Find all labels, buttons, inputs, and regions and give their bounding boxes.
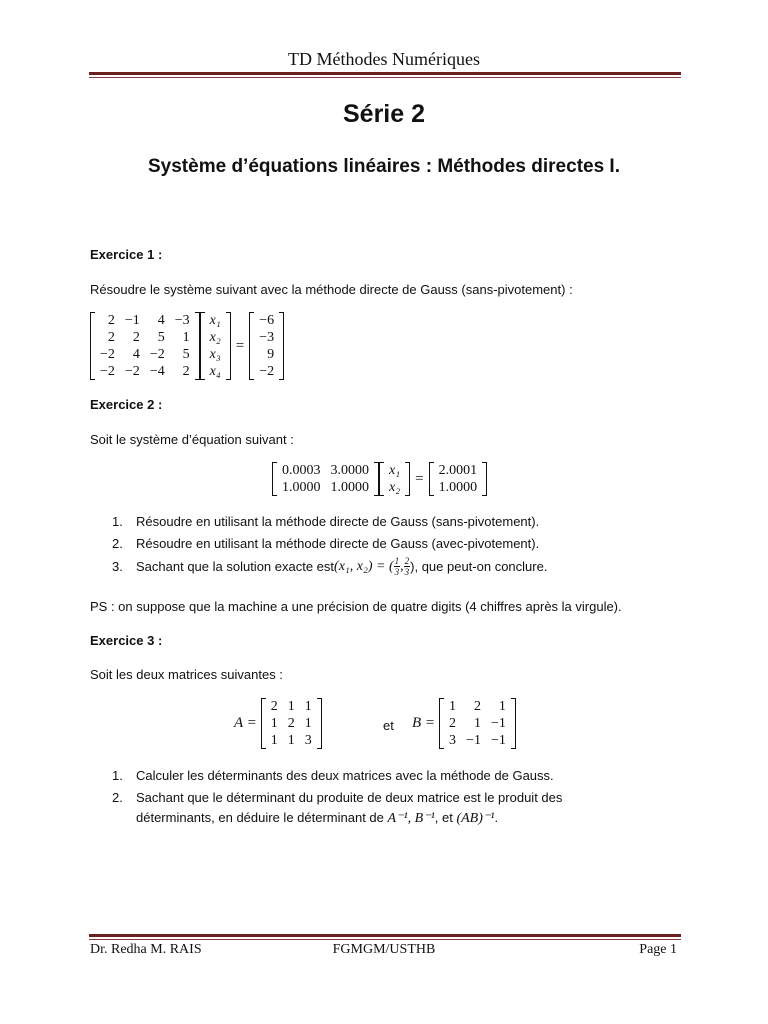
page-title: Série 2 [342,100,425,128]
ex3-item-1: 1. Calculer les déterminants des deux matrices avec la méthode de Gauss. [112,768,554,783]
matrix-cell: 2 [287,716,295,731]
matrix-cell: 3 [449,733,457,748]
matrix-cell: −2 [124,364,140,379]
matrix-row [254,346,279,363]
matrix-cell: −1 [490,733,506,748]
header-rule-thin [89,77,681,78]
matrix-row [277,479,374,496]
matrix-cell: −1 [466,733,481,748]
matrix-row [254,329,279,346]
matrix-cell: −1 [124,313,140,328]
matrix-cell: −6 [259,313,275,328]
matrix-cell: x₂ [389,480,401,495]
matrix-cell: 2 [270,699,278,714]
matrix-cell: 1 [449,699,457,714]
matrix-row [384,479,405,496]
matrix-row [384,462,405,479]
header-rule [89,72,681,75]
matrix-cell: 9 [267,347,275,362]
matrix-row [205,329,226,346]
matrix-cell: 0.0003 [282,463,321,478]
matrix-row [434,462,483,479]
matrix-cell: 2 [132,330,140,345]
ex2-item-1: 1. Résoudre en utilisant la méthode directe de Gauss (sans-pivotement). [112,514,540,529]
matrix-cell: 1.0000 [438,480,478,495]
matrix-row [254,312,279,329]
matrix-cell: 2 [473,699,481,714]
matrix-cell: 1.0000 [330,480,369,495]
matrix-row [205,346,226,363]
matrix-row [254,363,279,380]
footer-institution: FGMGM/USTHB [332,942,436,957]
matrix-cell: −3 [174,313,190,328]
matrix-cell: 1 [304,716,312,731]
ex1-rhs [249,312,284,380]
ex2-item-2: 2. Résoudre en utilisant la méthode directe de Gauss (avec-pivotement). [112,536,540,551]
ex3-matrix-B: B = 1 2 1 2 1 −1 3 −1 −1 [412,698,516,749]
matrix-cell: 2.0001 [438,463,478,478]
matrix-cell: 2 [449,716,457,731]
matrix-row [444,715,511,732]
ex2-matrix [272,462,379,496]
ex3-item-2: 2. Sachant que le déterminant du produite de deux matrice est le produit des [112,790,563,805]
ex2-system: 0.0003 3.0000 1.0000 1.0000 x₁ x₂ = 2.0001 1.0000 [272,462,487,496]
matrix-row [266,732,317,749]
matrix-cell: 3 [304,733,312,748]
ex1-label: Exercice 1 : [90,247,163,262]
matrix-cell: 5 [157,330,165,345]
ex2-vars [379,462,410,496]
footer-rule [89,934,681,937]
frac-one-third: $\frac{1}{3}$ [394,556,400,577]
matrix-cell: 2 [107,330,115,345]
ex1-vars [200,312,231,380]
matrix-cell: −2 [100,347,115,362]
ex3-item-2-line2: déterminants, en déduire le déterminant de A⁻¹, B⁻¹, et (AB)⁻¹. [136,810,499,826]
matrix-cell: 4 [157,313,165,328]
matrix-cell: 1 [270,733,278,748]
matrix-cell: 3.0000 [330,463,369,478]
matrix-cell: 5 [182,347,190,362]
matrix-cell: x₁ [209,313,221,328]
matrix-row [95,329,195,346]
matrix-row [434,479,483,496]
header-title: TD Méthodes Numériques [288,49,480,69]
matrix-cell: x₁ [389,463,401,478]
matrix-cell: 1 [287,699,295,714]
matrix-cell: x₃ [209,347,221,362]
ex2-label: Exercice 2 : [90,397,163,412]
matrix-row [95,346,195,363]
matrix-cell: −1 [490,716,506,731]
ex3-text: Soit les deux matrices suivantes : [90,667,283,682]
matrix-cell: 1 [182,330,190,345]
matrix-cell: 2 [182,364,190,379]
matrix-cell: 1 [287,733,295,748]
matrix-cell: 2 [107,313,115,328]
matrix-row [205,363,226,380]
matrix-cell: x₂ [209,330,221,345]
matrix-cell: 1 [270,716,278,731]
matrix-row [95,312,195,329]
ex2-ps: PS : on suppose que la machine a une précision de quatre digits (4 chiffres après la virgule). [90,599,622,614]
ex1-system: 2 −1 4 −3 2 2 5 1 −2 4 −2 5 −2 −2 −4 2 x₁ x₂ x₃ x₄ = −6 −3 9 −2 [90,312,284,380]
ex3-et: et [383,718,394,733]
matrix-cell: −4 [149,364,165,379]
matrix-cell: 1 [473,716,481,731]
matrix-row [266,698,317,715]
ex2-text: Soit le système d’équation suivant : [90,432,294,447]
footer-rule-thin [89,939,681,940]
matrix-cell: 4 [132,347,140,362]
matrix-row [95,363,195,380]
matrix-cell: 1 [498,699,506,714]
ex3-label: Exercice 3 : [90,633,163,648]
ex1-matrix [90,312,200,380]
footer-page-number: Page 1 [639,942,677,957]
matrix-cell: −2 [100,364,115,379]
ex2-rhs [429,462,488,496]
matrix-row [205,312,226,329]
matrix-cell: x₄ [209,364,221,379]
matrix-row [277,462,374,479]
frac-two-thirds: $\frac{2}{3}$ [404,556,410,577]
page-subtitle: Système d’équations linéaires : Méthodes directes I. [148,156,620,177]
ex2-item-3: 3. Sachant que la solution exacte est (x₁, x₂) = ( $\frac{1}{3}$ , $\frac{2}{3}$ ), que peut-on conclure. [112,556,548,577]
matrix-cell: −2 [149,347,165,362]
matrix-row [444,732,511,749]
matrix-cell: −2 [259,364,275,379]
matrix-cell: 1 [304,699,312,714]
ex1-text: Résoudre le système suivant avec la méthode directe de Gauss (sans-pivotement) : [90,282,573,297]
matrix-row [444,698,511,715]
matrix-row [266,715,317,732]
footer-author: Dr. Redha M. RAIS [90,942,202,957]
matrix-cell: 1.0000 [282,480,321,495]
ex3-matrix-A: A = 2 1 1 1 2 1 1 1 3 [234,698,322,749]
matrix-cell: −3 [259,330,275,345]
